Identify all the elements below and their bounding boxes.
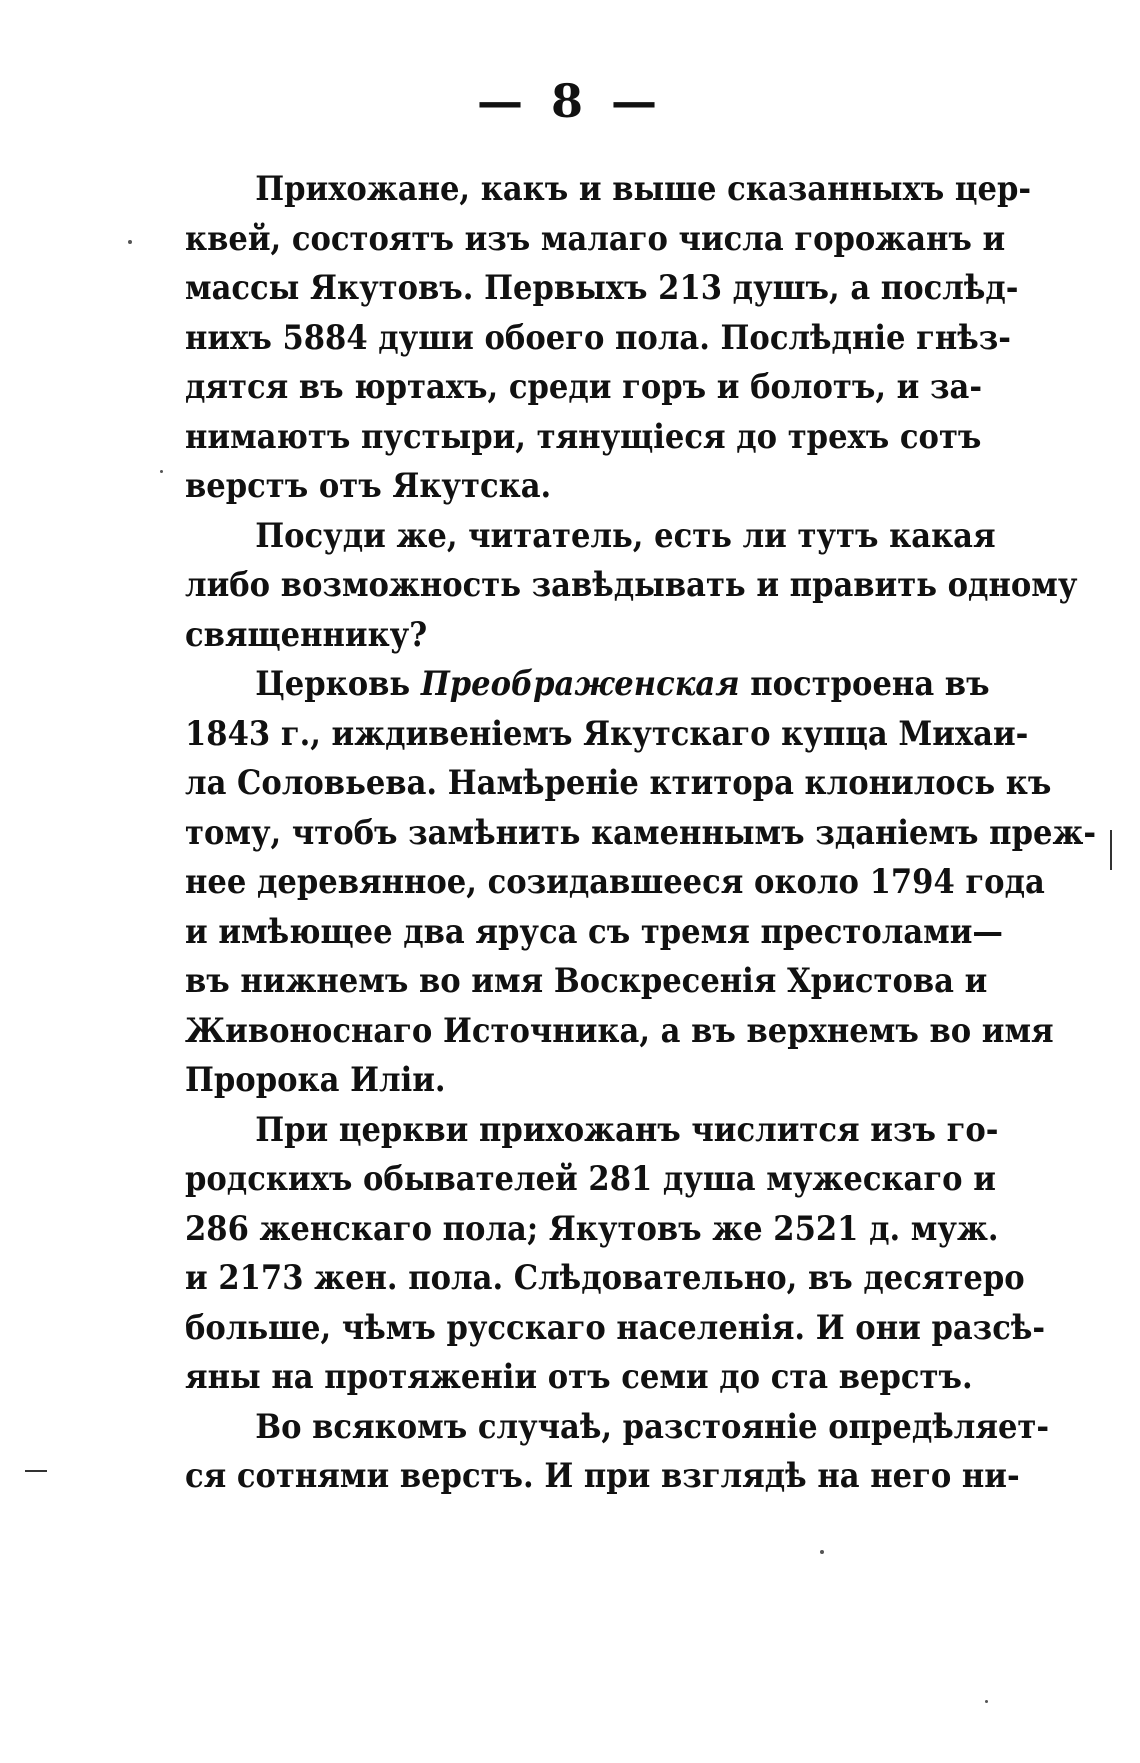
text-fragment: построена въ (739, 664, 990, 704)
text-line: въ нижнемъ во имя Воскресенія Христова и (185, 961, 988, 1001)
text-line: ла Соловьева. Намѣреніе ктитора клонилось къ (185, 763, 1052, 803)
text-line: родскихъ обывателей 281 душа мужескаго и (185, 1159, 996, 1199)
text-line: 1843 г., иждивеніемъ Якутскаго купца Михаи- (185, 713, 1029, 754)
text-line: нимаютъ пустыри, тянущіеся до трехъ сотъ (185, 416, 982, 457)
text-line: либо возможность завѣдывать и править одному (185, 565, 1078, 605)
text-line: Посуди же, читатель, есть ли тутъ какая (255, 515, 996, 556)
page-number: — 8 — (476, 74, 664, 128)
text-line: яны на протяженіи отъ семи до ста верстъ. (185, 1357, 973, 1397)
text-line: квей, состоятъ изъ малаго числа горожанъ и (185, 218, 1006, 259)
church-name-italic: Преображенская (420, 664, 740, 704)
body-text (185, 165, 1097, 1502)
text-line: нее деревянное, созидавшееся около 1794 года (185, 862, 1045, 902)
scan-edge-mark (1110, 830, 1112, 870)
text-line-with-italic (185, 660, 990, 710)
text-line: ся сотнями верстъ. И при взглядѣ на него ни- (185, 1456, 1020, 1496)
text-line: массы Якутовъ. Первыхъ 213 душъ, а послѣд- (185, 268, 1019, 308)
text-line: священнику? (185, 614, 428, 655)
text-line: и 2173 жен. пола. Слѣдовательно, въ десятеро (185, 1258, 1025, 1298)
scan-speck (820, 1550, 824, 1554)
text-line: 286 женскаго пола; Якутовъ же 2521 д. муж. (185, 1208, 999, 1249)
scan-edge-mark (25, 1470, 47, 1472)
text-line: и имѣющее два яруса съ тремя престолами— (185, 911, 1004, 952)
scan-speck (160, 470, 163, 473)
text-line: нихъ 5884 души обоего пола. Послѣдніе гнѣз- (185, 317, 1012, 358)
text-line: верстъ отъ Якутска. (185, 466, 552, 506)
text-line: больше, чѣмъ русскаго населенія. И они разсѣ- (185, 1307, 1046, 1348)
text-line: Во всякомъ случаѣ, разстояніе опредѣляет- (255, 1406, 1050, 1447)
text-line: При церкви прихожанъ числится изъ го- (255, 1109, 999, 1150)
text-fragment: Церковь (255, 664, 421, 704)
scan-speck (128, 240, 132, 244)
text-line: тому, чтобъ замѣнить каменнымъ зданіемъ преж- (185, 812, 1097, 853)
text-line: Живоноснаго Источника, а въ верхнемъ во имя (185, 1010, 1054, 1051)
text-line: дятся въ юртахъ, среди горъ и болотъ, и за- (185, 367, 983, 407)
scan-speck (985, 1700, 988, 1703)
text-line: Прихожане, какъ и выше сказанныхъ цер- (255, 169, 1032, 209)
text-line: Пророка Иліи. (185, 1060, 446, 1100)
